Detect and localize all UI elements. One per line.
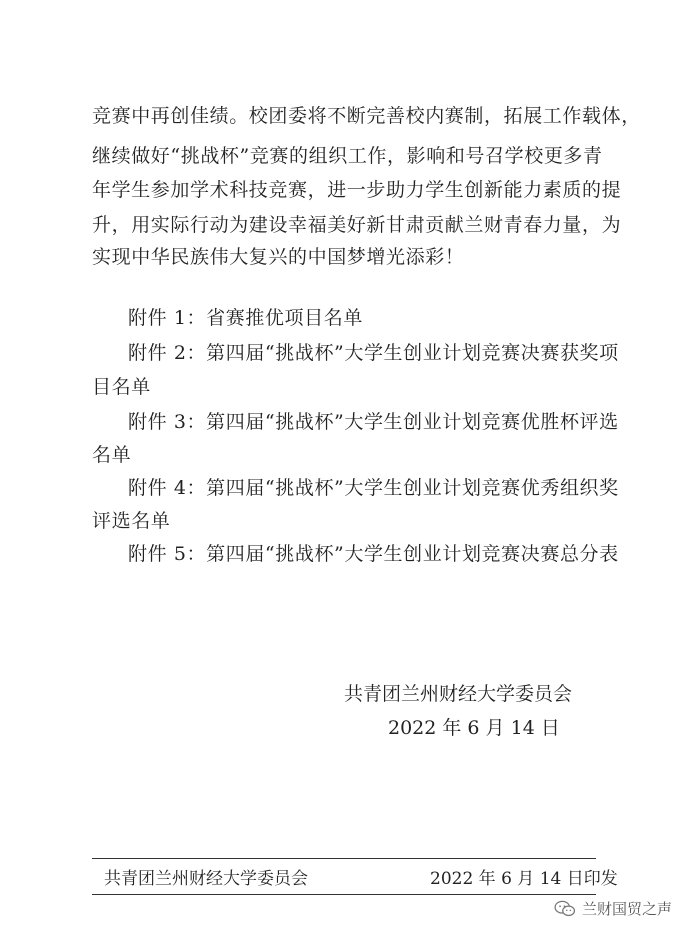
watermark-text: 兰财国贸之声 (581, 900, 672, 918)
paragraph-line: 继续做好“挑战杯”竞赛的组织工作，影响和号召学校更多青 (92, 145, 603, 167)
paragraph-line: 年学生参加学术科技竞赛，进一步助力学生创新能力素质的提 (92, 179, 622, 201)
paragraph-line: 升，用实际行动为建设幸福美好新甘肃贡献兰财青春力量，为 (92, 214, 622, 236)
attachment-2: 附件 2：第四届“挑战杯”大学生创业计划竞赛决赛获奖项 (128, 342, 619, 364)
signature-date: 2022 年 6 月 14 日 (388, 717, 560, 739)
paragraph-line: 实现中华民族伟大复兴的中国梦增光添彩！ (92, 246, 465, 268)
attachment-2-continued: 目名单 (92, 376, 151, 398)
signature-org: 共青团兰州财经大学委员会 (344, 683, 573, 705)
attachment-4-continued: 评选名单 (92, 510, 171, 532)
footer-org: 共青团兰州财经大学委员会 (104, 869, 308, 889)
attachment-3-continued: 名单 (92, 444, 132, 466)
attachment-4: 附件 4：第四届“挑战杯”大学生创业计划竞赛优秀组织奖 (128, 477, 619, 499)
footer-print-date: 2022 年 6 月 14 日印发 (430, 869, 618, 889)
paragraph-line: 竞赛中再创佳绩。校团委将不断完善校内赛制，拓展工作载体， (92, 105, 641, 127)
watermark (554, 898, 672, 919)
wechat-icon (554, 900, 576, 918)
footer-rule-bottom (92, 894, 596, 895)
footer-rule-top (92, 858, 596, 859)
attachment-5: 附件 5：第四届“挑战杯”大学生创业计划竞赛决赛总分表 (128, 543, 619, 565)
attachment-3: 附件 3：第四届“挑战杯”大学生创业计划竞赛优胜杯评选 (128, 411, 619, 433)
attachment-1: 附件 1：省赛推优项目名单 (128, 307, 363, 329)
